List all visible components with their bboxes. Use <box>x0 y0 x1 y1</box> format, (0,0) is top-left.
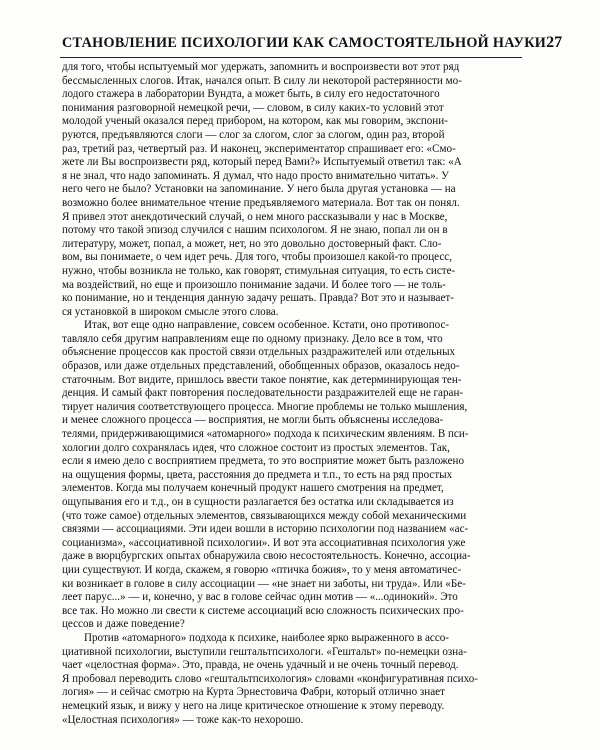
text-line: я не знал, что надо запоминать. Я думал, что надо просто внимательно читать». У <box>62 169 450 182</box>
paragraph <box>62 632 520 727</box>
text-line: образов, или даже отдельных представлений, обобщенных образов, оказалось недо- <box>62 360 460 373</box>
text-line: объяснение процессов как простой связи отдельных раздражителей или отдельных <box>62 346 456 359</box>
text-line: для того, чтобы испытуемый мог удержать, запомнить и воспроизвести вот этот ряд <box>62 61 460 73</box>
text-line: вом, вы понимаете, о чем идет речь. Для того, чтобы произошел какой-то процесс, <box>62 251 452 264</box>
text-line: леет парус...» — и, конечно, у вас в голове сейчас один мотив — «...одинокий». Это <box>62 591 458 604</box>
text-line: жете ли Вы воспроизвести ряд, который перед Вами?» Испытуемый ответил так: «А <box>62 156 462 169</box>
running-title: СТАНОВЛЕНИЕ ПСИХОЛОГИИ КАК САМОСТОЯТЕЛЬНОЙ НАУКИ <box>62 35 547 51</box>
text-line: ко понимание, но и тенденция данную задачу решать. Правда? Вот это и называет- <box>62 292 454 305</box>
text-line: ма воздействий, но еще и произошло понимание задачи. И более того — не толь- <box>62 278 446 291</box>
text-line: Итак, вот еще одно направление, совсем особенное. Кстати, оно противопос- <box>84 319 450 332</box>
text-line: социанизма», «ассоциативной психологии». И вот эта ассоциативная психология уже <box>62 536 466 549</box>
text-line: ся установкой в широком смысле этого слова. <box>62 305 279 318</box>
text-line: денция. И самый факт повторения последовательности раздражителей еще не гаран- <box>62 387 464 400</box>
text-line: связями — ассоциациями. Эти идеи вошли в историю психологии под названием «ас- <box>62 523 469 536</box>
text-line: литературу, может, попал, а может, нет, но это довольно достоверный факт. Сло- <box>62 237 442 250</box>
text-line: него чего не было? Установки на запоминание. У него была другая установка — на <box>62 183 456 196</box>
text-line: Против «атомарного» подхода к психике, наиболее ярко выраженного в ассо- <box>84 631 449 644</box>
page-body <box>62 61 520 727</box>
text-line: тавляло себя другим направлениям еще по одному признаку. Дело все в том, что <box>62 332 443 345</box>
text-line: Я пробовал переводить слово «гештальтпсихология» словами «конфигуративная психо- <box>62 672 478 685</box>
text-line: руются, предъявляются слоги — слог за слогом, слог за слогом, один раз, второй <box>62 128 445 141</box>
text-line: на ощущения формы, цвета, расстояния до предмета и т.п., то есть на ряд простых <box>62 468 453 481</box>
text-line: раз, третий раз, четвертый раз. И наконец, экспериментатор спрашивает его: «Смо- <box>62 142 456 155</box>
text-line: нужно, чтобы возникла не только, как говорят, стимульная ситуация, то есть систе- <box>62 264 456 277</box>
page-header <box>62 34 563 52</box>
page-number: 27 <box>546 34 563 51</box>
text-line: ции существуют. И когда, скажем, я говорю «птичка божия», то у меня автоматичес- <box>62 563 462 576</box>
text-line: и менее сложного процесса — восприятия, не могли быть объяснены исследова- <box>62 414 444 427</box>
text-line: потому что такой эпизод случился с нашим психологом. Я не знаю, попал ли он в <box>62 224 448 237</box>
text-line: понимания разговорной немецкой речи, — словом, в силу каких-то условий этот <box>62 101 444 114</box>
text-line: логия» — и сейчас смотрю на Курта Эрнестовича Фабри, который отлично знает <box>62 686 445 699</box>
text-line: лодого стажера в лаборатории Вундта, а может быть, в силу его недостаточного <box>62 88 440 101</box>
text-line: хологии долго сохранялась идея, что сложное состоит из простых элементов. Так, <box>62 441 450 454</box>
text-line: чает «целостная форма». Это, правда, не очень удачный и не очень точный перевод. <box>62 659 459 672</box>
text-line: все так. Но можно ли свести к системе ассоциаций всю сложность психических про- <box>62 604 464 617</box>
text-line: (что тоже самое) отдельных элементов, связывающихся между собой механическими <box>62 509 467 522</box>
text-line: немецкий язык, и вижу у него на лице критическое отношение к этому переводу. <box>62 699 445 712</box>
text-line: ощупывания его и т.д., он в сущности разлагается без остатка или складывается из <box>62 496 454 508</box>
text-line: циативной психологии, выступили гештальтпсихологи. «Гештальт» по-немецки озна- <box>62 645 467 658</box>
paragraph <box>62 61 520 319</box>
text-line: Я привел этот анекдотический случай, о нем много рассказывали у нас в Москве, <box>62 210 448 223</box>
text-line: тирует наличия соответствующего процесса. Многие проблемы не только мышления, <box>62 400 468 413</box>
text-line: «Целостная психология» — тоже как-то нехорошо. <box>62 713 304 726</box>
text-line: статочным. Вот видите, пришлось ввести такое понятие, как детерминирующая тен- <box>62 373 462 386</box>
text-line: ки возникает в голове в силу ассоциации — «не знает ни заботы, ни труда». Или «Бе- <box>62 577 466 590</box>
text-line: цессов и даже поведение? <box>62 618 185 631</box>
paragraph <box>62 319 520 632</box>
text-line: бессмысленных слогов. Итак, начался опыт. В силу ли некоторой растерянности мо- <box>62 74 462 87</box>
header-rule <box>60 57 522 58</box>
text-line: возможно более внимательное чтение предъявляемого материала. Вот так он понял. <box>62 196 460 209</box>
text-line: если я имею дело с восприятием предмета, то это восприятие может быть разложено <box>62 455 464 468</box>
text-line: телями, придерживающимися «атомарного» подхода к психическим явлениям. В пси- <box>62 428 469 441</box>
text-line: даже в вюрцбургских опытах обнаружила свою несостоятельность. Конечно, ассоциа- <box>62 550 471 563</box>
text-line: элементов. Когда мы получаем конечный продукт нашего смотрения на предмет, <box>62 482 444 495</box>
text-line: молодой ученый оказался перед прибором, на котором, как мы говорим, экспони- <box>62 115 448 128</box>
